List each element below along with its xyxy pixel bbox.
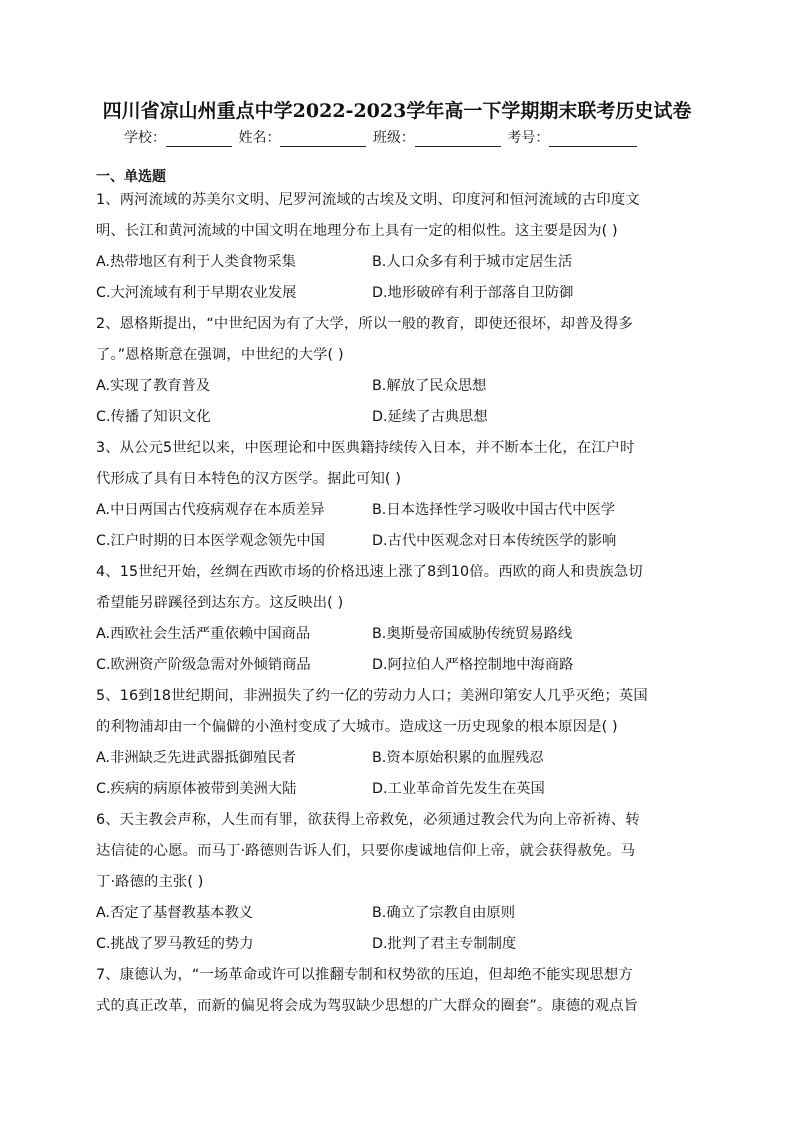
question-5-line-1: 5、16到18世纪期间，非洲损失了约一亿的劳动力人口；美洲印第安人几乎灭绝；英国 [96, 688, 648, 704]
question-5-option-b[interactable]: B.资本原始积累的血腥残忍 [372, 750, 544, 766]
question-3-line-2: 代形成了具有日本特色的汉方医学。据此可知( ) [96, 471, 402, 487]
class-label: 班级： [372, 130, 415, 146]
question-4-option-b[interactable]: B.奥斯曼帝国威胁传统贸易路线 [372, 626, 573, 642]
question-5-line-2: 的利物浦却由一个偏僻的小渔村变成了大城市。造成这一历史现象的根本原因是( ) [96, 719, 618, 735]
question-3-option-b[interactable]: B.日本选择性学习吸收中国古代中医学 [372, 502, 616, 518]
exam-no-label: 考号： [507, 130, 550, 146]
question-2-option-a[interactable]: A.实现了教育普及 [96, 378, 211, 394]
school-blank[interactable] [166, 129, 232, 147]
question-1-option-c[interactable]: C.大河流域有利于早期农业发展 [96, 285, 297, 301]
question-7-line-2: 式的真正改革，而新的偏见将会成为驾驭缺少思想的广大群众的圈套”。康德的观点旨 [96, 998, 639, 1014]
question-6-line-1: 6、天主教会声称，人生而有罪，欲获得上帝救免，必须通过教会代为向上帝祈祷、转 [96, 812, 640, 828]
question-2-option-c[interactable]: C.传播了知识文化 [96, 409, 211, 425]
question-6-option-c[interactable]: C.挑战了罗马教廷的势力 [96, 936, 254, 952]
question-7-line-1: 7、康德认为，“一场革命或许可以推翻专制和权势欲的压迫，但却绝不能实现思想方 [96, 967, 633, 983]
question-4-line-2: 希望能另辟蹊径到达东方。这反映出( ) [96, 595, 344, 611]
question-2-option-b[interactable]: B.解放了民众思想 [372, 378, 487, 394]
question-2-option-d[interactable]: D.延续了古典思想 [372, 409, 488, 425]
question-6-line-3: 丁·路德的主张( ) [96, 874, 204, 890]
question-1-option-a[interactable]: A.热带地区有利于人类食物采集 [96, 254, 296, 270]
section-heading: 一、单选题 [96, 169, 166, 185]
question-2-line-2: 了。”恩格斯意在强调，中世纪的大学( ) [96, 347, 344, 363]
question-5-option-a[interactable]: A.非洲缺乏先进武器抵御殖民者 [96, 750, 296, 766]
class-blank[interactable] [415, 129, 501, 147]
question-5-option-c[interactable]: C.疾病的病原体被带到美洲大陆 [96, 781, 297, 797]
name-label: 姓名： [238, 130, 281, 146]
question-1-option-b[interactable]: B.人口众多有利于城市定居生活 [372, 254, 573, 270]
question-3-option-c[interactable]: C.江户时期的日本医学观念领先中国 [96, 533, 325, 549]
question-3-line-1: 3、从公元5世纪以来，中医理论和中医典籍持续传入日本，并不断本土化，在江户时 [96, 440, 635, 456]
question-4-option-c[interactable]: C.欧洲资产阶级急需对外倾销商品 [96, 657, 311, 673]
question-4-line-1: 4、15世纪开始，丝绸在西欧市场的价格迅速上涨了8到10倍。西欧的商人和贵族急切 [96, 564, 643, 580]
student-info-row [124, 127, 639, 149]
name-blank[interactable] [280, 129, 366, 147]
question-5-option-d[interactable]: D.工业革命首先发生在英国 [372, 781, 545, 797]
question-2-line-1: 2、恩格斯提出，“中世纪因为有了大学，所以一般的教育，即使还很坏，却普及得多 [96, 316, 633, 332]
question-4-option-a[interactable]: A.西欧社会生活严重依赖中国商品 [96, 626, 311, 642]
question-6-option-a[interactable]: A.否定了基督教基本教义 [96, 905, 254, 921]
question-6-line-2: 达信徒的心愿。而马丁·路德则告诉人们，只要你虔诚地信仰上帝，就会获得赦免。马 [96, 843, 636, 859]
question-6-option-d[interactable]: D.批判了君主专制制度 [372, 936, 517, 952]
question-3-option-d[interactable]: D.古代中医观念对日本传统医学的影响 [372, 533, 617, 549]
question-1-line-1: 1、两河流域的苏美尔文明、尼罗河流域的古埃及文明、印度河和恒河流域的古印度文 [96, 192, 640, 208]
exam-no-blank[interactable] [549, 129, 637, 147]
question-6-option-b[interactable]: B.确立了宗教自由原则 [372, 905, 516, 921]
question-1-option-d[interactable]: D.地形破碎有利于部落自卫防御 [372, 285, 574, 301]
question-4-option-d[interactable]: D.阿拉伯人严格控制地中海商路 [372, 657, 574, 673]
question-3-option-a[interactable]: A.中日两国古代疫病观存在本质差异 [96, 502, 325, 518]
question-1-line-2: 明、长江和黄河流域的中国文明在地理分布上具有一定的相似性。这主要是因为( ) [96, 223, 618, 239]
exam-title: 四川省凉山州重点中学2022-2023学年高一下学期期末联考历史试卷 [102, 100, 692, 122]
school-label: 学校： [124, 130, 166, 146]
